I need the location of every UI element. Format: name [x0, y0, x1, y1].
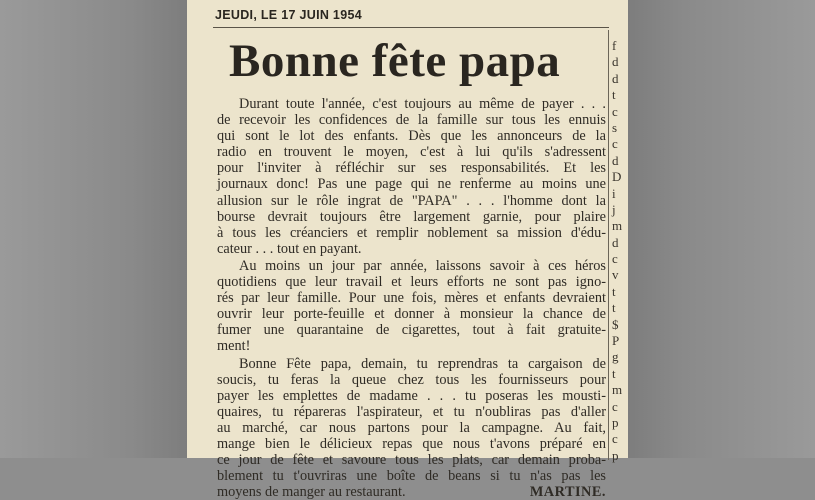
article-line: ouvrir leur porte-feuille et donner à monsieur la chance de	[217, 306, 606, 322]
article-line: blement tu t'ouvriras une boîte de beans si tu n'as pas les	[217, 468, 606, 484]
article-line: qui sont le lot des enfants. Dès que les annonceurs de la	[217, 128, 606, 144]
neighbor-letter: v	[612, 267, 628, 283]
neighbor-letter: m	[612, 218, 628, 234]
neighbor-letter: c	[612, 104, 628, 120]
article-line: Bonne Fête papa, demain, tu reprendras ta cargaison de	[217, 356, 606, 372]
column-rule	[608, 30, 609, 460]
neighbor-letter: f	[612, 38, 628, 54]
article-line: radio en trouvent le moyen, c'est à lui qu'ils s'adressent	[217, 144, 606, 160]
article-line: journaux donc! Pas une page qui ne renferme au moins une	[217, 176, 606, 192]
right-background	[628, 0, 815, 458]
dateline: JEUDI, LE 17 JUIN 1954	[215, 8, 362, 22]
neighbor-letter: g	[612, 349, 628, 365]
article-line: ment!	[217, 338, 606, 354]
header-rule	[213, 27, 609, 28]
neighbor-column-fragment	[612, 38, 628, 464]
article-paragraph	[217, 356, 606, 500]
neighbor-letter: m	[612, 382, 628, 398]
article-line: rés par leur famille. Pour une fois, mères et enfants devraient	[217, 290, 606, 306]
neighbor-letter: t	[612, 87, 628, 103]
neighbor-letter: p	[612, 448, 628, 464]
neighbor-letter: c	[612, 431, 628, 447]
neighbor-letter: t	[612, 284, 628, 300]
neighbor-letter: $	[612, 317, 628, 333]
neighbor-letter: d	[612, 71, 628, 87]
article-paragraph	[217, 96, 606, 257]
author-signature: MARTINE.	[530, 484, 606, 500]
left-background	[0, 0, 187, 458]
neighbor-letter: c	[612, 399, 628, 415]
article-paragraph	[217, 258, 606, 355]
article-line: ce jour de fête et savoure tous les plats, car demain proba-	[217, 452, 606, 468]
neighbor-letter: d	[612, 153, 628, 169]
article-line: cateur . . . tout en payant.	[217, 241, 606, 257]
neighbor-letter: s	[612, 120, 628, 136]
article-line: bourse devrait toujours être largement garnie, pour plaire	[217, 209, 606, 225]
article-line: Durant toute l'année, c'est toujours au même de payer . . .	[217, 96, 606, 112]
article-line: à tous les créanciers et remplir noblement sa mission d'édu-	[217, 225, 606, 241]
article-body	[217, 96, 606, 500]
neighbor-letter: P	[612, 333, 628, 349]
neighbor-letter: j	[612, 202, 628, 218]
closing-line	[217, 484, 606, 500]
neighbor-letter: c	[612, 136, 628, 152]
neighbor-letter: d	[612, 54, 628, 70]
neighbor-letter: D	[612, 169, 628, 185]
article-line: allusion sur le rôle ingrat de "PAPA" . . . l'homme dont la	[217, 193, 606, 209]
article-line: quotidiens que leur travail et leurs efforts ne sont pas igno-	[217, 274, 606, 290]
final-line: moyens de manger au restaurant.	[217, 484, 406, 500]
article-line: Au moins un jour par année, laissons savoir à ces héros	[217, 258, 606, 274]
neighbor-letter: t	[612, 300, 628, 316]
neighbor-letter: i	[612, 186, 628, 202]
article-line: fumer une quarantaine de cigarettes, tout à fait gratuite-	[217, 322, 606, 338]
newspaper-clipping	[187, 0, 628, 458]
article-line: quaires, tu répareras l'aspirateur, et tu n'oubliras pas d'aller	[217, 404, 606, 420]
article-line: pour l'inviter à réfléchir sur ses responsabilités. Et les	[217, 160, 606, 176]
headline: Bonne fête papa	[229, 34, 560, 88]
article-line: au marché, car nous partons pour la campagne. Au fait,	[217, 420, 606, 436]
neighbor-letter: p	[612, 415, 628, 431]
neighbor-letter: d	[612, 235, 628, 251]
article-line: mange bien le délicieux repas que nous t'avons préparé en	[217, 436, 606, 452]
article-line: de recevoir les confidences de la famille sur tous les ennuis	[217, 112, 606, 128]
article-line: soucis, tu feras la queue chez tous les fournisseurs pour	[217, 372, 606, 388]
neighbor-letter: t	[612, 366, 628, 382]
article-line: payer les emplettes de madame . . . tu poseras les mousti-	[217, 388, 606, 404]
neighbor-letter: c	[612, 251, 628, 267]
